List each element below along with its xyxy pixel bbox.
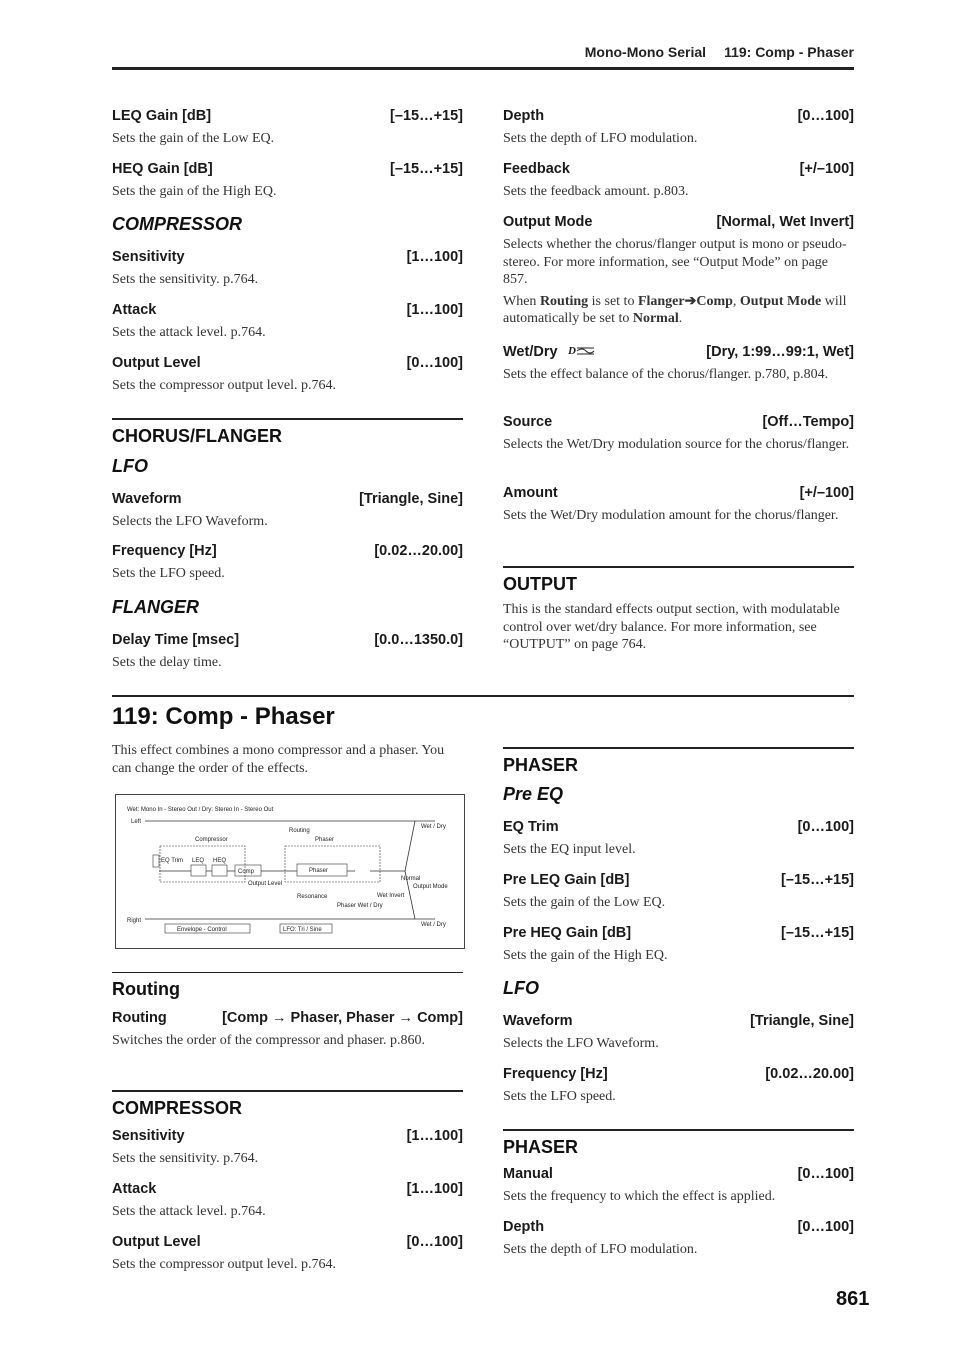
source-param: [503, 414, 854, 454]
resonance-label: Resonance: [297, 894, 328, 900]
param-range: [Normal, Wet Invert]: [716, 214, 854, 230]
output-mode-param: [503, 214, 854, 328]
param-desc: Sets the depth of LFO modulation.: [503, 131, 698, 146]
param-range: [+/–100]: [799, 161, 854, 177]
param-range: [Triangle, Sine]: [750, 1013, 854, 1029]
wet-dry-top-label: Wet / Dry: [421, 824, 446, 830]
attack-param: [112, 1181, 463, 1221]
param-name: Wet/Dry: [503, 344, 558, 360]
pre-leq-param: [503, 872, 854, 912]
param-desc: Sets the attack level. p.764.: [112, 325, 266, 340]
param-name: Attack: [112, 1181, 157, 1197]
param-desc: Sets the feedback amount. p.803.: [503, 184, 689, 199]
diagram-header-label: Wet: Mono In - Stereo Out / Dry: Stereo In - Stereo Out: [127, 807, 274, 813]
param-name: Depth: [503, 108, 545, 124]
phaser-wet-dry-label: Phaser Wet / Dry: [337, 903, 383, 909]
section-title: COMPRESSOR: [112, 1097, 243, 1118]
param-desc: Selects whether the chorus/flanger output is mono or pseudo-stereo. For more information, see “Output Mode” on page 857.: [503, 237, 847, 287]
routing-section: [112, 972, 463, 1000]
lfo-label: LFO: Tri / Sine: [283, 927, 322, 933]
feedback-param: [503, 161, 854, 201]
param-desc: Selects the LFO Waveform.: [112, 514, 268, 529]
dmod-icon-letter: D: [567, 345, 576, 357]
section-title: PHASER: [503, 1136, 579, 1157]
param-range: [1…100]: [406, 249, 463, 265]
param-range: [0…100]: [406, 1234, 463, 1250]
param-range: [Dry, 1:99…99:1, Wet]: [706, 344, 854, 360]
leq-gain-param: [112, 108, 463, 148]
compressor-label: Compressor: [195, 837, 228, 843]
param-desc: Switches the order of the compressor and phaser. p.860.: [112, 1033, 425, 1048]
param-desc: Sets the gain of the Low EQ.: [503, 895, 666, 910]
pre-heq-param: [503, 925, 854, 965]
param-desc: Sets the LFO speed.: [112, 566, 225, 581]
output-level-param: [112, 355, 463, 395]
running-header: [112, 44, 854, 60]
right-input-label: Right: [127, 918, 142, 924]
routing-param: [112, 1010, 463, 1050]
left-top-column: [112, 108, 463, 688]
param-range: [0…100]: [406, 355, 463, 371]
param-range: [0…100]: [797, 819, 854, 835]
depth-param: [503, 1219, 854, 1259]
compressor-section: [112, 1090, 463, 1119]
waveform-param: [112, 491, 463, 531]
lfo-subheading: LFO: [503, 978, 539, 998]
section-title: Routing: [112, 979, 180, 999]
leq-label: LEQ: [192, 858, 205, 864]
param-name: LEQ Gain [dB]: [112, 108, 212, 124]
dmod-icon: [568, 344, 596, 360]
waveform-param: [503, 1013, 854, 1053]
param-desc: Selects the Wet/Dry modulation source for the chorus/flanger.: [503, 437, 850, 452]
param-desc: Sets the compressor output level. p.764.: [112, 378, 336, 393]
param-name: Output Level: [112, 355, 201, 371]
param-desc: Selects the LFO Waveform.: [503, 1036, 659, 1051]
right-top-column: [503, 108, 854, 688]
eq-trim-label: EQ Trim: [161, 858, 183, 864]
note-text: When: [503, 293, 540, 309]
param-name: Amount: [503, 485, 558, 501]
output-mode-label: Output Mode: [413, 884, 448, 890]
lfo-subheading: LFO: [112, 456, 148, 476]
param-name: Sensitivity: [112, 249, 185, 265]
phaser-group-label: Phaser: [315, 837, 335, 843]
heq-gain-param: [112, 161, 463, 201]
chorus-flanger-section: [112, 418, 463, 447]
param-range: [0.02…20.00]: [374, 543, 463, 559]
output-description: This is the standard effects output section, with modulatable control over wet/dry balance. For more information, see “OUTPUT” on page 764.: [503, 602, 840, 652]
delay-time-param: [112, 632, 463, 672]
param-range: [0.0…1350.0]: [374, 632, 463, 648]
output-level-label: Output Level: [248, 881, 283, 887]
param-name: Feedback: [503, 161, 570, 177]
section-rule: [112, 972, 463, 973]
compressor-subheading: COMPRESSOR: [112, 214, 243, 234]
param-name: Routing: [112, 1010, 167, 1026]
page-number: 861: [836, 1288, 870, 1310]
param-name: EQ Trim: [503, 819, 559, 835]
param-desc: Sets the depth of LFO modulation.: [503, 1242, 698, 1257]
param-name: HEQ Gain [dB]: [112, 161, 213, 177]
param-range: [0…100]: [797, 108, 854, 124]
normal-label: Normal: [401, 876, 421, 882]
flanger-subheading: FLANGER: [112, 597, 199, 617]
attack-param: [112, 302, 463, 342]
pre-eq-subheading: Pre EQ: [503, 784, 564, 804]
param-name: Output Mode: [503, 214, 593, 230]
param-desc: Sets the LFO speed.: [503, 1089, 616, 1104]
param-name: Sensitivity: [112, 1128, 185, 1144]
section-rule: [503, 1129, 854, 1131]
note-text: ,: [732, 293, 740, 309]
note-text: will automatically be set to: [503, 293, 847, 326]
param-name: Pre LEQ Gain [dB]: [503, 872, 630, 888]
param-name: Waveform: [503, 1013, 573, 1029]
frequency-param: [112, 543, 463, 583]
param-range: [0.02…20.00]: [765, 1066, 854, 1082]
param-name: Pre HEQ Gain [dB]: [503, 925, 632, 941]
note-bold: Routing: [539, 293, 589, 309]
header-effect: 119: Comp - Phaser: [724, 44, 854, 60]
param-name: Frequency [Hz]: [112, 543, 217, 559]
depth-param: [503, 108, 854, 148]
note-bold: Flanger➔Comp: [637, 293, 733, 309]
note-text: .: [678, 311, 683, 326]
routing-label: Routing: [289, 828, 310, 834]
param-desc: Sets the compressor output level. p.764.: [112, 1257, 336, 1272]
heq-label: HEQ: [213, 858, 227, 864]
header-rule: [112, 67, 854, 70]
note-bold: Output Mode: [739, 293, 822, 309]
sensitivity-param: [112, 1128, 463, 1168]
param-name: Depth: [503, 1219, 545, 1235]
comp-box-label: Comp: [238, 869, 255, 875]
param-desc: Sets the delay time.: [112, 655, 222, 670]
param-range: [1…100]: [406, 1128, 463, 1144]
param-name: Manual: [503, 1166, 553, 1182]
param-desc: Sets the effect balance of the chorus/flanger. p.780, p.804.: [503, 367, 829, 383]
frequency-param: [503, 1066, 854, 1106]
effect-intro: This effect combines a mono compressor and a phaser. You can change the order of the effects.: [112, 743, 445, 776]
wet-invert-label: Wet Invert: [377, 893, 405, 899]
param-name: Output Level: [112, 1234, 201, 1250]
param-range: [0…100]: [797, 1166, 854, 1182]
effect-rule: [112, 695, 854, 697]
left-input-label: Left: [131, 819, 142, 825]
section-rule: [503, 566, 854, 568]
param-desc: Sets the frequency to which the effect is applied.: [503, 1189, 776, 1204]
manual-param: [503, 1166, 854, 1206]
param-desc: Sets the gain of the High EQ.: [503, 948, 668, 963]
output-level-param: [112, 1234, 463, 1274]
wet-dry-param: [503, 344, 854, 384]
note-text: is set to: [588, 293, 638, 309]
param-range: [–15…+15]: [781, 925, 854, 941]
param-name: Frequency [Hz]: [503, 1066, 608, 1082]
signal-flow-diagram: [115, 794, 465, 949]
param-range: [–15…+15]: [390, 161, 463, 177]
output-mode-note: [503, 293, 854, 328]
param-desc: Sets the Wet/Dry modulation amount for the chorus/flanger.: [503, 508, 839, 523]
phaser-section: [503, 747, 854, 776]
phaser-box-label: Phaser: [309, 868, 329, 874]
envelope-control-label: Envelope - Control: [177, 927, 227, 933]
header-section: Mono-Mono Serial: [584, 44, 707, 60]
param-name: Attack: [112, 302, 157, 318]
section-title: CHORUS/FLANGER: [112, 425, 282, 446]
param-range: [Off…Tempo]: [762, 414, 854, 430]
param-range: [1…100]: [406, 1181, 463, 1197]
param-range: [Comp → Phaser, Phaser → Comp]: [222, 1010, 463, 1026]
param-range: [0…100]: [797, 1219, 854, 1235]
section-rule: [503, 747, 854, 749]
note-bold: Normal: [632, 311, 679, 326]
param-range: [+/–100]: [799, 485, 854, 501]
param-name-wrap: [503, 344, 596, 360]
param-range: [Triangle, Sine]: [359, 491, 463, 507]
phaser-section-2: [503, 1129, 854, 1158]
param-range: [–15…+15]: [781, 872, 854, 888]
right-bottom-column: [503, 747, 854, 1277]
section-rule: [112, 418, 463, 420]
param-name: Source: [503, 414, 553, 430]
param-name: Waveform: [112, 491, 182, 507]
eq-trim-param: [503, 819, 854, 859]
param-desc: Sets the attack level. p.764.: [112, 1204, 266, 1219]
param-range: [1…100]: [406, 302, 463, 318]
effect-title: 119: Comp - Phaser: [112, 703, 335, 730]
param-desc: Sets the sensitivity. p.764.: [112, 1151, 259, 1166]
param-desc: Sets the sensitivity. p.764.: [112, 272, 259, 287]
section-title: OUTPUT: [503, 573, 577, 594]
output-section: [503, 566, 854, 595]
amount-param: [503, 485, 854, 525]
param-range: [–15…+15]: [390, 108, 463, 124]
section-rule: [112, 1090, 463, 1092]
sensitivity-param: [112, 249, 463, 289]
param-desc: Sets the gain of the High EQ.: [112, 184, 277, 199]
section-title: PHASER: [503, 754, 579, 775]
param-desc: Sets the EQ input level.: [503, 842, 636, 857]
wet-dry-bottom-label: Wet / Dry: [421, 922, 446, 928]
left-bottom-params: [112, 972, 463, 1282]
param-desc: Sets the gain of the Low EQ.: [112, 131, 275, 146]
param-name: Delay Time [msec]: [112, 632, 240, 648]
